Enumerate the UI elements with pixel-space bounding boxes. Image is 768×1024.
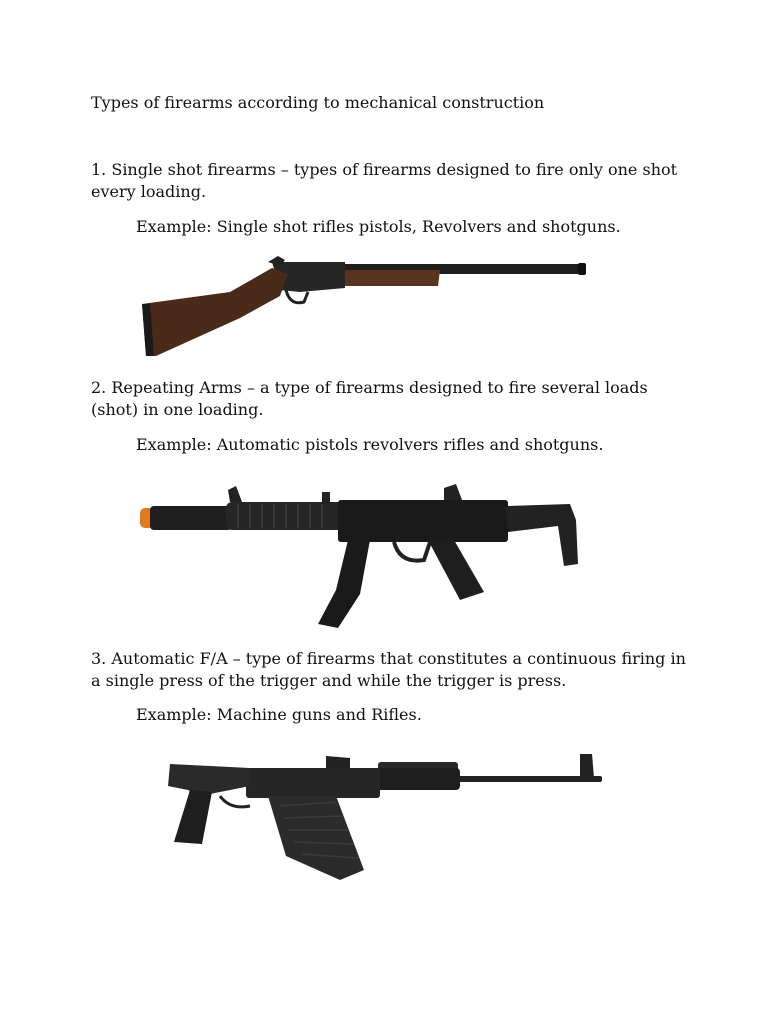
section-1-example: Example: Single shot rifles pistols, Revolvers and shotguns.: [136, 217, 621, 236]
section-3-example: Example: Machine guns and Rifles.: [136, 705, 422, 724]
section-1-text: 1. Single shot firearms – types of firearms designed to fire only one shot every loading.: [91, 160, 678, 201]
document-title: Types of firearms according to mechanical construction: [91, 93, 545, 112]
single-shot-shotgun-picture: [140, 252, 590, 364]
assault-rifle-picture: [160, 752, 608, 882]
section-2-text: 2. Repeating Arms – a type of firearms designed to fire several loads (shot) in one loading.: [91, 378, 648, 419]
section-3-text: 3. Automatic F/A – type of firearms that constitutes a continuous firing in a single press of the trigger and while the trigger is press.: [91, 649, 686, 690]
section-2-example: Example: Automatic pistols revolvers rifles and shotguns.: [136, 435, 604, 454]
submachine-gun-picture: [138, 480, 586, 632]
